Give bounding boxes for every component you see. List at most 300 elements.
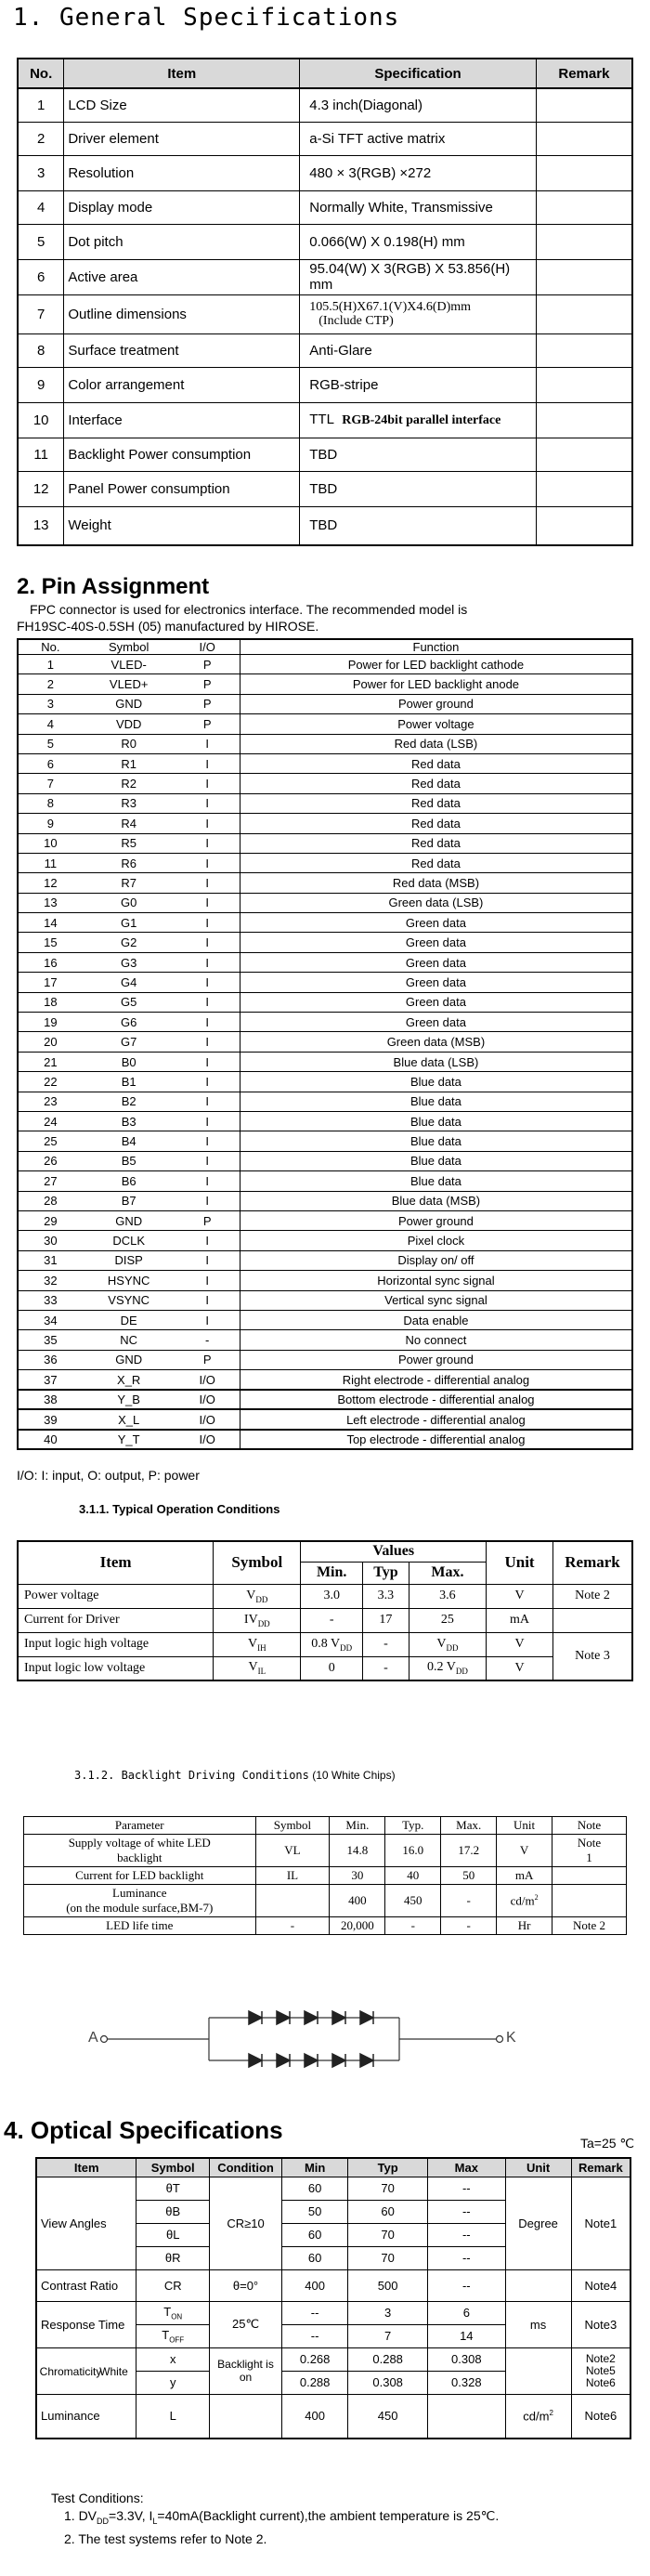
pin-function: Vertical sync signal [240,1290,632,1310]
row-remark [536,190,632,224]
row-item: Active area [64,259,300,294]
pin-function: Right electrode - differential analog [240,1370,632,1390]
pin-function: Green data (LSB) [240,893,632,912]
pin-symbol: R1 [83,753,176,773]
table-row [18,1250,632,1270]
test-conditions [51,2490,499,2548]
table-row [18,1231,632,1250]
ambient-temperature: Ta=25 ℃ [580,2136,635,2151]
row-no: 7 [18,294,64,333]
table-row [18,1409,632,1429]
table-header-row [18,639,632,655]
header-spec: Specification [300,59,537,88]
header-item: Item [64,59,300,88]
header-typ: Typ [362,1562,409,1584]
pin-no: 9 [18,814,83,833]
pin-function: Bottom electrode - differential analog [240,1390,632,1409]
pin-symbol: B1 [83,1072,176,1092]
header-symbol: Symbol [83,639,176,655]
row-no: 12 [18,471,64,506]
row-spec: Normally White, Transmissive [300,190,537,224]
typical-conditions-title: 3.1.1. Typical Operation Conditions [79,1502,280,1516]
led-diode-icon [332,2011,345,2024]
pin-no: 23 [18,1092,83,1111]
row-spec: Anti-Glare [300,333,537,367]
table-row [18,833,632,853]
table-row [18,814,632,833]
pin-description-line-2: FH19SC-40S-0.5SH (05) manufactured by HIROSE. [17,619,319,634]
pin-io: I [176,734,240,753]
table-row: Response Time $T_{ON}$ 25℃ -- 3 6 ms Note3 [36,2301,630,2324]
pin-io: I [176,1111,240,1131]
pin-symbol: NC [83,1330,176,1350]
anode-label: A [88,2030,98,2046]
row-spec: RGB-stripe [300,367,537,402]
pin-function: Blue data [240,1131,632,1151]
pin-io: P [176,1210,240,1230]
pin-function: Green data (MSB) [240,1032,632,1052]
table-row [18,1131,632,1151]
header-symbol: Symbol [214,1541,301,1584]
row-item: Display mode [64,190,300,224]
table-row [18,655,632,674]
pin-symbol: HSYNC [83,1271,176,1290]
pin-no: 39 [18,1409,83,1429]
pin-symbol: R5 [83,833,176,853]
pin-no: 7 [18,774,83,793]
backlight-conditions-table [23,1816,627,1935]
pin-function: Red data [240,753,632,773]
pin-io: I [176,1032,240,1052]
pin-symbol: R6 [83,853,176,872]
row-spec: TBD [300,506,537,545]
pin-io: I/O [176,1390,240,1409]
table-row [18,1210,632,1230]
pin-symbol: X_R [83,1370,176,1390]
pin-no: 8 [18,793,83,813]
header-remark: Remark [553,1541,632,1584]
pin-io: I [176,814,240,833]
row-spec: TTL RGB-24bit parallel interface [300,402,537,438]
pin-no: 36 [18,1350,83,1369]
table-row [18,1350,632,1369]
row-no: 6 [18,259,64,294]
cathode-terminal-icon [497,2036,503,2043]
pin-function: Left electrode - differential analog [240,1409,632,1429]
table-row [18,506,632,545]
pin-symbol: R2 [83,774,176,793]
test-condition-2: 2. The test systems refer to Note 2. [64,2530,267,2546]
pin-symbol: VLED- [83,655,176,674]
pin-io: I [176,1231,240,1250]
table-row [18,873,632,893]
row-no: 1 [18,88,64,122]
pin-no: 15 [18,933,83,952]
header-values: Values [301,1541,487,1562]
table-row: ChromaticityWhite x Backlight is on 0.268 0.288 0.308 Note2 Note5 Note6 [36,2347,630,2371]
pin-io: P [176,694,240,713]
pin-io: I [176,913,240,933]
table-row: θB 50 60 -- [36,2200,630,2223]
row-remark [536,438,632,471]
table-row [18,753,632,773]
row-item: Color arrangement [64,367,300,402]
header-min: Min. [301,1562,363,1584]
table-row [18,1390,632,1409]
pin-no: 1 [18,655,83,674]
pin-function: Blue data [240,1072,632,1092]
pin-io: I [176,1171,240,1191]
pin-symbol: B4 [83,1131,176,1151]
pin-function: Power ground [240,1210,632,1230]
header-unit: Unit [487,1541,553,1584]
pin-io: I [176,1271,240,1290]
pin-symbol: VLED+ [83,674,176,694]
row-item: Backlight Power consumption [64,438,300,471]
pin-io: I [176,952,240,972]
row-remark [536,122,632,155]
pin-symbol: Y_T [83,1430,176,1449]
row-spec: 0.066(W) X 0.198(H) mm [300,224,537,259]
test-conditions-title: Test Conditions: [51,2491,144,2505]
table-row [18,793,632,813]
pin-io: I [176,753,240,773]
row-no: 11 [18,438,64,471]
table-row: θR 60 70 -- [36,2246,630,2269]
pin-io: I [176,1151,240,1170]
pin-symbol: Y_B [83,1390,176,1409]
pin-no: 19 [18,1013,83,1032]
table-row: Input logic high voltage $V_{IH}$ 0.8 $V_{DD}$ - $V_{DD}$ V Note 3 [18,1632,632,1656]
led-diode-icon [305,2011,318,2024]
pin-function: Green data [240,973,632,992]
row-item: Driver element [64,122,300,155]
table-row [18,88,632,122]
anode-terminal-icon [101,2036,108,2043]
table-row [18,155,632,190]
table-row [18,294,632,333]
row-remark [536,224,632,259]
pin-function: Red data (MSB) [240,873,632,893]
pin-function: Red data [240,833,632,853]
table-row: Current for LED backlight IL 30 40 50 mA [24,1867,627,1885]
pin-io: I [176,1052,240,1071]
row-spec: 95.04(W) X 3(RGB) X 53.856(H) mm [300,259,537,294]
pin-no: 22 [18,1072,83,1092]
table-row: $T_{OFF}$ -- 7 14 [36,2324,630,2347]
test-condition-1: 1. $DV_{DD}=3.3V$, $I_L=40mA(Backlight$ current),the ambient temperature is 25℃. [64,2508,500,2526]
row-item: Interface [64,402,300,438]
section-4-title: 4. Optical Specifications [4,2116,283,2144]
row-spec: a-Si TFT active matrix [300,122,537,155]
table-row [18,1151,632,1170]
led-diode-icon [277,2054,290,2067]
pin-function: Green data [240,933,632,952]
pin-io: P [176,655,240,674]
pin-function: Power for LED backlight cathode [240,655,632,674]
pin-no: 12 [18,873,83,893]
led-diode-icon [249,2011,262,2024]
pin-no: 28 [18,1191,83,1210]
pin-io: I [176,992,240,1012]
row-no: 10 [18,402,64,438]
pin-symbol: VDD [83,714,176,734]
pin-function: Blue data (MSB) [240,1191,632,1210]
table-row [18,853,632,872]
table-row: θL 60 70 -- [36,2223,630,2246]
pin-no: 11 [18,853,83,872]
pin-no: 37 [18,1370,83,1390]
pin-symbol: R4 [83,814,176,833]
pin-no: 6 [18,753,83,773]
table-row [18,913,632,933]
pin-no: 2 [18,674,83,694]
pin-function: Power ground [240,694,632,713]
pin-no: 5 [18,734,83,753]
pin-no: 33 [18,1290,83,1310]
typical-conditions-table [17,1540,633,1681]
pin-symbol: G1 [83,913,176,933]
row-remark [536,471,632,506]
pin-no: 18 [18,992,83,1012]
pin-function: Power ground [240,1350,632,1369]
pin-symbol: G0 [83,893,176,912]
table-row: Contrast Ratio CR θ=0° 400 500 -- Note4 [36,2269,630,2301]
table-row [18,1092,632,1111]
pin-symbol: B5 [83,1151,176,1170]
table-row [18,122,632,155]
row-no: 9 [18,367,64,402]
table-row: y 0.288 0.308 0.328 [36,2371,630,2394]
pin-symbol: G6 [83,1013,176,1032]
pin-io: P [176,674,240,694]
table-row [18,367,632,402]
pin-description-line-1: FPC connector is used for electronics interface. The recommended model is [30,602,468,617]
row-spec: 480 × 3(RGB) ×272 [300,155,537,190]
pin-function: Green data [240,992,632,1012]
row-remark [536,506,632,545]
pin-no: 34 [18,1310,83,1329]
table-row [18,1290,632,1310]
io-legend: I/O: I: input, O: output, P: power [17,1468,200,1483]
pin-function: Red data [240,814,632,833]
table-row [18,438,632,471]
table-header-row [18,59,632,88]
pin-io: I [176,1290,240,1310]
pin-function: Data enable [240,1310,632,1329]
pin-io: I [176,873,240,893]
row-remark [536,333,632,367]
table-row [18,893,632,912]
pin-symbol: GND [83,1350,176,1369]
pin-io: - [176,1330,240,1350]
pin-symbol: G4 [83,973,176,992]
table-row [18,1171,632,1191]
pin-io: P [176,714,240,734]
table-header-row: Parameter Symbol Min. Typ. Max. Unit Note [24,1817,627,1835]
pin-symbol: GND [83,694,176,713]
pin-no: 31 [18,1250,83,1270]
table-row [18,1370,632,1390]
pin-function: Blue data (LSB) [240,1052,632,1071]
general-spec-table [17,58,633,546]
table-row: View Angles θT CR≥10 60 70 -- Degree Note1 [36,2177,630,2200]
section-2-title: 2. Pin Assignment [17,574,210,599]
table-row [18,734,632,753]
pin-function: Power for LED backlight anode [240,674,632,694]
pin-io: I/O [176,1430,240,1449]
pin-no: 32 [18,1271,83,1290]
pin-symbol: VSYNC [83,1290,176,1310]
pin-symbol: G2 [83,933,176,952]
row-item: Dot pitch [64,224,300,259]
pin-no: 26 [18,1151,83,1170]
optical-spec-table [35,2157,631,2439]
pin-io: I/O [176,1409,240,1429]
row-item: LCD Size [64,88,300,122]
table-row [18,190,632,224]
pin-function: Blue data [240,1171,632,1191]
row-item: Outline dimensions [64,294,300,333]
pin-io: I [176,893,240,912]
table-row [18,694,632,713]
table-row [18,1310,632,1329]
pin-no: 27 [18,1171,83,1191]
led-diode-icon [360,2054,373,2067]
table-row: Input logic low voltage $V_{IL}$ 0 - 0.2 $V_{DD}$ V [18,1656,632,1680]
row-remark [536,88,632,122]
pin-no: 40 [18,1430,83,1449]
pin-function: Green data [240,1013,632,1032]
pin-io: I [176,833,240,853]
led-diode-icon [305,2054,318,2067]
pin-no: 38 [18,1390,83,1409]
table-row [18,952,632,972]
pin-io: I [176,853,240,872]
pin-io: I [176,1310,240,1329]
pin-symbol: R7 [83,873,176,893]
pin-io: I [176,1072,240,1092]
row-item: Surface treatment [64,333,300,367]
table-row [18,933,632,952]
pin-no: 4 [18,714,83,734]
table-row [18,774,632,793]
pin-no: 10 [18,833,83,853]
pin-function: Red data (LSB) [240,734,632,753]
pin-symbol: B7 [83,1191,176,1210]
pin-io: I [176,933,240,952]
led-diode-icon [277,2011,290,2024]
table-row [18,714,632,734]
pin-no: 14 [18,913,83,933]
table-row [18,259,632,294]
pin-io: I [176,1131,240,1151]
row-remark [536,402,632,438]
table-row: Luminance L 400 450 $cd/m^2$ Note6 [36,2394,630,2439]
row-no: 2 [18,122,64,155]
pin-symbol: X_L [83,1409,176,1429]
table-row: LED life time - 20,000 - - Hr Note 2 [24,1917,627,1935]
pin-function: Blue data [240,1111,632,1131]
table-row [18,1330,632,1350]
pin-assignment-table [17,638,633,1450]
row-spec: TBD [300,471,537,506]
table-row: Luminance (on the module surface,BM-7) 400 450 - $cd/m^2$ [24,1885,627,1917]
led-circuit-diagram [93,2007,520,2081]
pin-no: 30 [18,1231,83,1250]
table-row [18,1271,632,1290]
table-row [18,674,632,694]
pin-io: I/O [176,1370,240,1390]
pin-io: I [176,774,240,793]
table-row [18,402,632,438]
table-header-row: Item Symbol Condition Min Typ Max Unit Remark [36,2158,630,2177]
table-row [18,333,632,367]
pin-io: I [176,793,240,813]
header-io: I/O [176,639,240,655]
header-no: No. [18,639,83,655]
pin-io: I [176,1191,240,1210]
row-item: Resolution [64,155,300,190]
table-row [18,1013,632,1032]
led-diode-icon [249,2054,262,2067]
table-row [18,1052,632,1071]
pin-function: Blue data [240,1151,632,1170]
section-1-title: 1. General Specifications [13,4,400,32]
pin-function: Green data [240,952,632,972]
row-remark [536,259,632,294]
row-item: Weight [64,506,300,545]
pin-no: 3 [18,694,83,713]
table-row: Supply voltage of white LED backlight VL 14.8 16.0 17.2 V Note 1 [24,1835,627,1867]
table-row [18,1032,632,1052]
row-remark [536,367,632,402]
row-item: Panel Power consumption [64,471,300,506]
pin-io: I [176,1092,240,1111]
pin-function: Power voltage [240,714,632,734]
pin-function: Horizontal sync signal [240,1271,632,1290]
pin-no: 13 [18,893,83,912]
table-row [18,1191,632,1210]
table-row [18,992,632,1012]
pin-symbol: DISP [83,1250,176,1270]
table-row [18,1072,632,1092]
pin-function: Top electrode - differential analog [240,1430,632,1449]
row-spec: 4.3 inch(Diagonal) [300,88,537,122]
table-row [18,973,632,992]
row-spec: 105.5(H)X67.1(V)X4.6(D)mm (Include CTP) [300,294,537,333]
table-row [18,1111,632,1131]
pin-no: 21 [18,1052,83,1071]
table-row: Power voltage $V_{DD}$ 3.0 3.3 3.6 V Note 2 [18,1584,632,1608]
pin-io: P [176,1350,240,1369]
row-no: 4 [18,190,64,224]
table-row [18,471,632,506]
pin-io: I [176,1250,240,1270]
led-diode-icon [360,2011,373,2024]
pin-symbol: DCLK [83,1231,176,1250]
backlight-conditions-title: 3.1.2. Backlight Driving Conditions (10 White Chips) [74,1769,396,1782]
header-max: Max. [409,1562,486,1584]
pin-function: Red data [240,793,632,813]
pin-no: 35 [18,1330,83,1350]
pin-no: 25 [18,1131,83,1151]
row-remark [536,294,632,333]
pin-io: I [176,973,240,992]
header-no: No. [18,59,64,88]
pin-symbol: DE [83,1310,176,1329]
pin-no: 29 [18,1210,83,1230]
